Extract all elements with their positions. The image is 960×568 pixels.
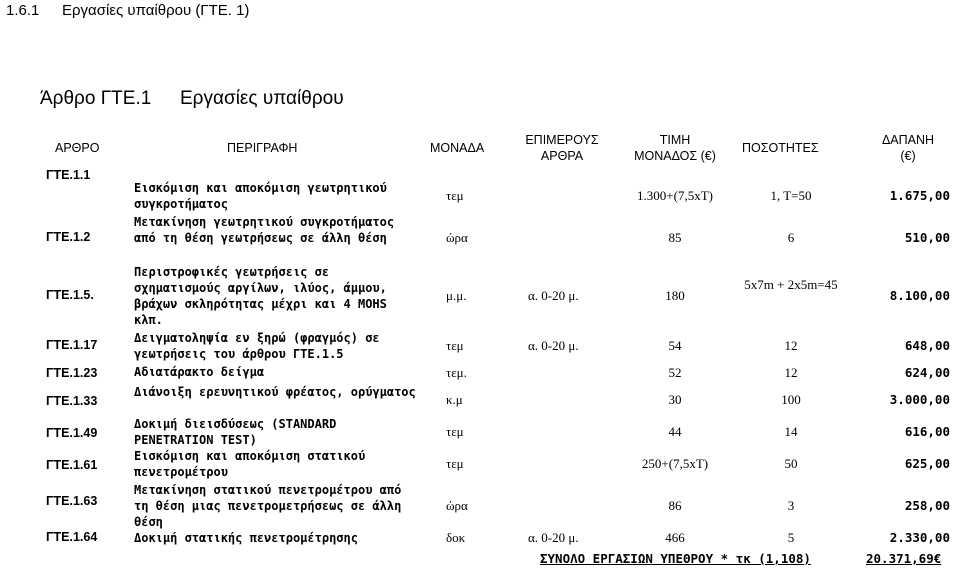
header-unit-price <box>620 132 730 164</box>
item-unit: τεμ <box>446 338 464 353</box>
item-quantity: 6 <box>787 230 795 245</box>
article-code: ΓΤΕ.1.2 <box>46 230 91 244</box>
item-cost: 258,00 <box>904 498 950 513</box>
article-code: ΓΤΕ.1.49 <box>46 426 98 440</box>
item-cost: 624,00 <box>904 365 950 380</box>
article-code: ΓΤΕ.1.5. <box>46 288 94 302</box>
total-value: 20.371,69€ <box>866 551 942 566</box>
section-heading <box>6 2 250 19</box>
header-price-line2: ΜΟΝΑΔΟΣ (€) <box>634 149 716 163</box>
item-cost: 648,00 <box>904 338 950 353</box>
article-heading <box>40 88 344 110</box>
item-description: Αδιατάρακτο δείγμα <box>134 365 265 379</box>
item-cost: 2.330,00 <box>889 530 950 545</box>
item-unit: μ.μ. <box>446 288 467 303</box>
header-unit: ΜΟΝΑΔΑ <box>430 141 485 155</box>
item-unit-price: 466 <box>665 530 685 545</box>
article-title: Εργασίες υπαίθρου <box>180 88 344 109</box>
item-cost: 3.000,00 <box>889 392 950 407</box>
article-code: ΓΤΕ.1.23 <box>46 366 98 380</box>
item-cost: 510,00 <box>904 230 950 245</box>
item-unit-price: 1.300+(7,5xT) <box>637 188 713 203</box>
item-cost: 8.100,00 <box>889 288 950 303</box>
article-code: ΓΤΕ.1.64 <box>46 530 98 544</box>
item-quantity: 12 <box>784 365 798 380</box>
item-unit: κ.μ <box>446 392 463 407</box>
item-unit: τεμ <box>446 456 464 471</box>
item-description: Εισκόμιση και αποκόμιση γεωτρητικού συγκροτήματος <box>134 181 387 211</box>
item-unit: τεμ. <box>446 365 467 380</box>
header-cost-line1: ΔΑΠΑΝΗ <box>881 133 935 147</box>
item-cost: 616,00 <box>904 424 950 439</box>
item-sub-article: α. 0-20 μ. <box>528 288 579 303</box>
header-quantities: ΠΟΣΟΤΗΤΕΣ <box>742 141 819 155</box>
item-quantity: 1, T=50 <box>770 188 812 203</box>
item-unit: τεμ <box>446 424 464 439</box>
item-unit: τεμ <box>446 188 464 203</box>
item-unit-price: 250+(7,5xT) <box>641 456 709 471</box>
header-description: ΠΕΡΙΓΡΑΦΗ <box>227 141 298 155</box>
item-quantity: 12 <box>784 338 798 353</box>
header-sub-line1: ΕΠΙΜΕΡΟΥΣ <box>525 133 599 147</box>
item-description: Δειγματοληψία εν ξηρώ (φραγμός) σε γεωτρήσεις του άρθρου ΓΤΕ.1.5 <box>134 331 380 361</box>
item-unit-price: 54 <box>668 338 682 353</box>
item-description: Μετακίνηση γεωτρητικού συγκροτήματος από τη θέση γεωτρήσεως σε άλλη θέση <box>134 215 395 245</box>
item-unit-price: 85 <box>668 230 682 245</box>
article-code: ΓΤΕ.1.1 <box>46 168 91 182</box>
item-quantity: 5x7m + 2x5m=45 <box>744 277 838 292</box>
section-number: 1.6.1 <box>6 2 40 19</box>
item-unit: ώρα <box>446 230 468 245</box>
section-title: Εργασίες υπαίθρου (ΓΤΕ. 1) <box>62 2 250 19</box>
item-unit-price: 44 <box>668 424 682 439</box>
article-code: ΓΤΕ.1.33 <box>46 394 98 408</box>
item-quantity: 5 <box>787 530 795 545</box>
item-unit-price: 52 <box>668 365 682 380</box>
item-description: Δοκιμή διεισδύσεως (STANDARD PENETRATION TEST) <box>134 417 337 447</box>
item-sub-article: α. 0-20 μ. <box>528 530 579 545</box>
article-code: ΓΤΕ.1.63 <box>46 494 98 508</box>
total-label: ΣΥΝΟΛΟ ΕΡΓΑΣΙΩΝ ΥΠΕΘΡΟΥ * τκ (1,108) <box>540 551 811 566</box>
header-cost-line2: (€) <box>900 149 916 163</box>
header-sub-articles <box>514 132 610 164</box>
item-unit: ώρα <box>446 498 468 513</box>
header-sub-line2: ΑΡΘΡΑ <box>540 149 584 163</box>
header-cost <box>860 132 956 164</box>
header-article: ΑΡΘΡΟ <box>55 141 100 155</box>
item-sub-article: α. 0-20 μ. <box>528 338 579 353</box>
item-description: Εισκόμιση και αποκόμιση στατικού πενετρομέτρου <box>134 449 366 479</box>
item-quantity: 14 <box>784 424 798 439</box>
item-unit: δοκ <box>446 530 466 545</box>
item-description: Διάνοιξη ερευνητικού φρέατος, ορύγματος <box>134 385 416 399</box>
item-quantity: 3 <box>787 498 795 513</box>
article-code: Άρθρο ΓΤΕ.1 <box>40 88 152 109</box>
item-description: Μετακίνηση στατικού πενετρομέτρου από τη θέση μιας πενετρομετρήσεως σε άλλη θέση <box>134 483 402 529</box>
item-cost: 625,00 <box>904 456 950 471</box>
item-unit-price: 180 <box>665 288 685 303</box>
header-price-line1: ΤΙΜΗ <box>659 133 691 147</box>
article-code: ΓΤΕ.1.61 <box>46 458 98 472</box>
item-unit-price: 86 <box>668 498 682 513</box>
item-quantity: 50 <box>784 456 798 471</box>
item-unit-price: 30 <box>668 392 682 407</box>
item-description: Περιστροφικές γεωτρήσεις σε σχηματισμούς αργίλων, ιλύος, άμμου, βράχων σκληρότητας μέχρι και 4 MOHS κλπ. <box>134 265 387 327</box>
item-description: Δοκιμή στατικής πενετρομέτρησης <box>134 531 358 545</box>
item-quantity: 100 <box>781 392 801 407</box>
article-code: ΓΤΕ.1.17 <box>46 338 98 352</box>
item-cost: 1.675,00 <box>889 188 950 203</box>
